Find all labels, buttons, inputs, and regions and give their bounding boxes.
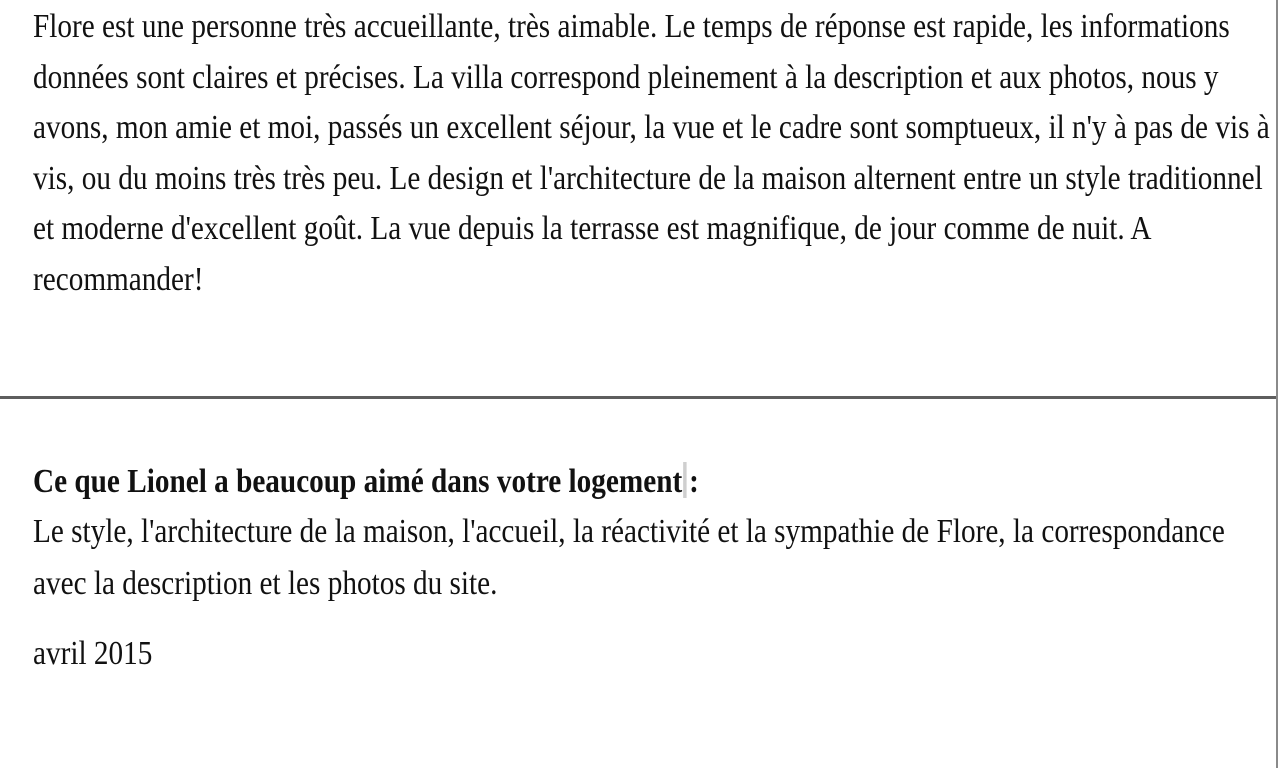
text-cursor — [683, 462, 686, 498]
liked-heading-colon: : — [689, 463, 699, 500]
review-body-text: Flore est une personne très accueillante, très aimable. Le temps de réponse est rapide, les informations données sont claires et précises. La villa correspond pleinement à la description et aux photos, nous y avons, mon amie et moi, passés un excellent séjour, la vue et le cadre sont somptueux, il n'y à pas de vis à vis, ou du moins très très peu. Le design et l'architecture de la maison alternent entre un style traditionnel et moderne d'excellent goût. La vue depuis la terrasse est magnifique, de jour comme de nuit. A recommander! — [33, 8, 1270, 298]
review-date: avril 2015 — [33, 635, 153, 672]
liked-heading-text: Ce que Lionel a beaucoup aimé dans votre logement — [33, 463, 683, 500]
liked-text: Le style, l'architecture de la maison, l'accueil, la réactivité et la sympathie de Flore, la correspondance avec la description et les photos du site. — [33, 513, 1225, 602]
liked-heading — [33, 458, 699, 506]
section-divider — [0, 396, 1276, 399]
